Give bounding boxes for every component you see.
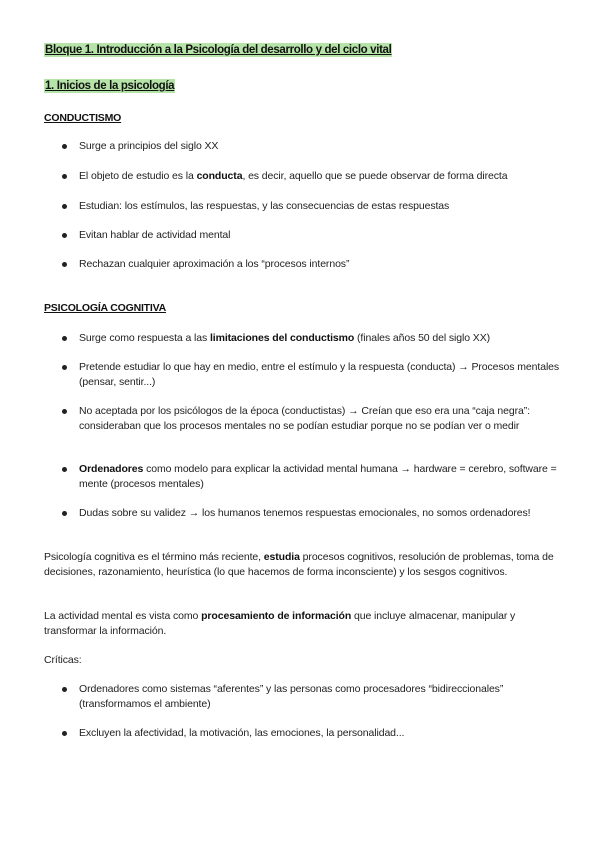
list-item: Pretende estudiar lo que hay en medio, entre el estímulo y la respuesta (conducta) → Procesos mentales (pensar, sentir...) bbox=[62, 360, 569, 390]
heading-psicologia-cognitiva: PSICOLOGÍA COGNITIVA bbox=[44, 302, 167, 314]
paragraph-cognitiva: Psicología cognitiva es el término más reciente, estudia procesos cognitivos, resolución de problemas, toma de decisiones, razonamiento, heurística (lo que hacemos de forma inconsciente) y los sesgos cognitivos. bbox=[44, 551, 554, 578]
paragraph-actividad-mental: La actividad mental es vista como procesamiento de información que incluye almacenar, manipular y transformar la información. bbox=[44, 610, 516, 637]
bullet-icon bbox=[62, 511, 67, 516]
bullet-icon bbox=[62, 262, 67, 267]
list-item: Estudian: los estímulos, las respuestas, y las consecuencias de estas respuestas bbox=[62, 199, 569, 214]
bullet-icon bbox=[62, 174, 67, 179]
block-title: Bloque 1. Introducción a la Psicología del desarrollo y del ciclo vital bbox=[45, 44, 392, 56]
list-item: Dudas sobre su validez → los humanos tenemos respuestas emocionales, no somos ordenadores! bbox=[62, 506, 569, 521]
list-item: Rechazan cualquier aproximación a los “procesos internos” bbox=[62, 257, 569, 272]
criticas-label: Críticas: bbox=[44, 654, 82, 666]
bullet-icon bbox=[62, 204, 67, 209]
heading-conductismo: CONDUCTISMO bbox=[44, 112, 122, 124]
bullet-icon bbox=[62, 409, 67, 414]
list-item: No aceptada por los psicólogos de la época (conductistas) → Creían que eso era una “caja negra”: consideraban que los procesos mentales no se podían estudiar porque no se podían ver o medir bbox=[62, 404, 569, 434]
section-title: 1. Inicios de la psicología bbox=[45, 80, 175, 92]
bullet-icon bbox=[62, 467, 67, 472]
bullet-icon bbox=[62, 731, 67, 736]
list-item: Excluyen la afectividad, la motivación, las emociones, la personalidad... bbox=[62, 726, 569, 741]
bullet-icon bbox=[62, 336, 67, 341]
list-item: Ordenadores como sistemas “aferentes” y las personas como procesadores “bidireccionales” (transformamos el ambiente) bbox=[62, 682, 569, 712]
bullet-icon bbox=[62, 687, 67, 692]
list-item: Surge a principios del siglo XX bbox=[62, 139, 569, 154]
list-item: Evitan hablar de actividad mental bbox=[62, 228, 569, 243]
bullet-icon bbox=[62, 144, 67, 149]
bullet-icon bbox=[62, 365, 67, 370]
bullet-icon bbox=[62, 233, 67, 238]
list-item: El objeto de estudio es la conducta, es decir, aquello que se puede observar de forma directa bbox=[62, 169, 569, 184]
list-item: Ordenadores como modelo para explicar la actividad mental humana → hardware = cerebro, software = mente (procesos mentales) bbox=[62, 462, 569, 492]
list-item: Surge como respuesta a las limitaciones del conductismo (finales años 50 del siglo XX) bbox=[62, 331, 569, 346]
